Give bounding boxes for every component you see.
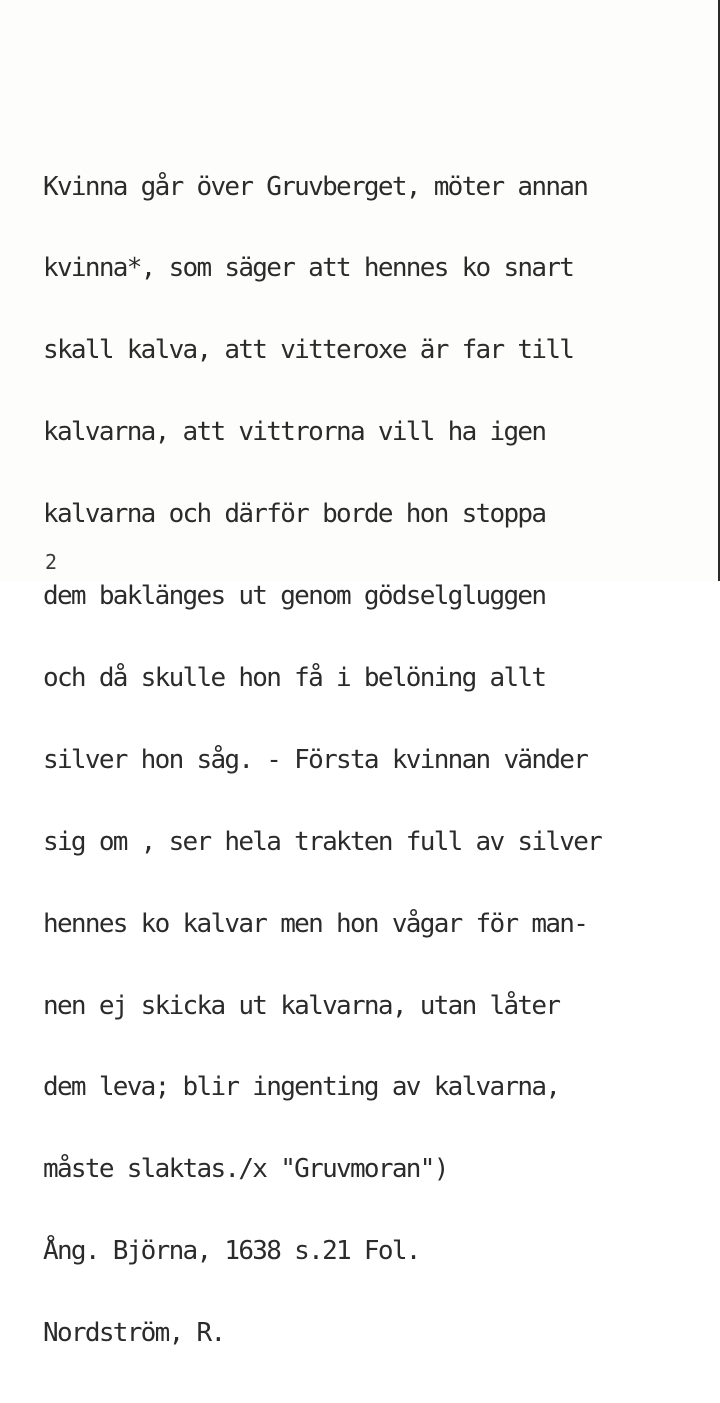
text-line: hennes ko kalvar men hon vågar för man- [43,908,588,939]
card-body-text [43,119,601,1402]
text-line: sig om , ser hela trakten full av silver [43,826,602,857]
source-reference-line: Ång. Björna, 1638 s.21 Fol. [43,1236,420,1267]
text-line: silver hon såg. - Första kvinnan vänder [43,744,588,775]
text-line: kalvarna och därför borde hon stoppa [43,499,546,530]
text-line: skall kalva, att vitteroxe är far till [43,335,574,366]
text-line: måste slaktas./x "Gruvmoran") [43,1154,448,1185]
text-line: och då skulle hon få i belöning allt [43,662,546,693]
text-line: dem leva; blir ingenting av kalvarna, [43,1072,560,1103]
recorder-name-line: Nordström, R. [43,1318,225,1349]
text-line: nen ej skicka ut kalvarna, utan låter [43,990,560,1021]
text-line: dem baklänges ut genom gödselgluggen [43,581,546,612]
text-line: kalvarna, att vittrorna vill ha igen [43,417,546,448]
page-number: 2 [45,550,58,574]
text-line: kvinna*, som säger att hennes ko snart [43,253,574,284]
text-line: Kvinna går över Gruvberget, möter annan [43,171,588,202]
